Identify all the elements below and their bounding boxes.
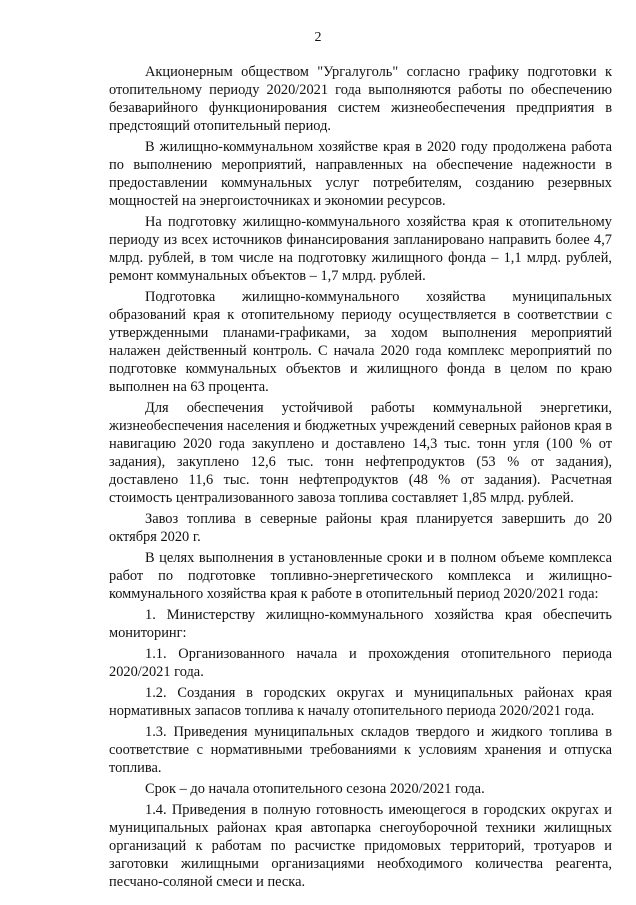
paragraph-fuel-delivery: Для обеспечения устойчивой работы коммунальной энергетики, жизнеобеспечения населения и бюджетных учреждений северных районов края в навигацию 2020 года закуплено и доставлено 14,3 тыс. тонн угля (100 % от задания), закуплено 12,6 тыс. тонн нефтепродуктов (53 % от задания), доставлено 11,6 тыс. тонн нефтепродуктов (48 % от задания). Расчетная стоимость централизованного завоза топлива составляет 1,85 млрд. рублей. (109, 400, 612, 506)
paragraph-item-1-4: 1.4. Приведения в полную готовность имеющегося в городских округах и муниципальных районах края автопарка снегоуборочной техники жилищных организаций к работам по расчистке придомовых территорий, тротуаров и заготовки жилищными организациями необходимого количества реагента, песчано-соляной смеси и песка. (109, 802, 612, 890)
paragraph-municipal-preparation: Подготовка жилищно-коммунального хозяйства муниципальных образований края к отопительному периоду осуществляется в соответствии с утвержденными планами-графиками, за ходом выполнения мероприятий налажен действенный контроль. С начала 2020 года комплекс мероприятий по подготовке коммунальных объектов и жилищного фонда в целом по краю выполнен на 63 процента. (109, 289, 612, 395)
page-number: 2 (314, 30, 322, 45)
paragraph-item-1-2: 1.2. Создания в городских округах и муниципальных районах края нормативных запасов топлива к началу отопительного периода 2020/2021 года. (109, 685, 612, 719)
document-body (109, 63, 612, 894)
paragraph-housing-reliability: В жилищно-коммунальном хозяйстве края в 2020 году продолжена работа по выполнению мероприятий, направленных на обеспечение надежности в предоставлении коммунальных услуг потребителям, созданию резервных мощностей на энергоисточниках и экономии ресурсов. (109, 139, 612, 209)
paragraph-funding: На подготовку жилищно-коммунального хозяйства края к отопительному периоду из всех источников финансирования запланировано направить более 4,7 млрд. рублей, в том числе на подготовку жилищного фонда – 1,1 млрд. рублей, ремонт коммунальных объектов – 1,7 млрд. рублей. (109, 214, 612, 284)
paragraph-fuel-deadline: Завоз топлива в северные районы края планируется завершить до 20 октября 2020 г. (109, 511, 612, 545)
paragraph-urgalugol: Акционерным обществом "Ургалуголь" согласно графику подготовки к отопительному периоду 2020/2021 года выполняются работы по обеспечению безаварийного функционирования систем жизнеобеспечения предприятия в предстоящий отопительный период. (109, 64, 612, 134)
paragraph-item-1-1: 1.1. Организованного начала и прохождения отопительного периода 2020/2021 года. (109, 646, 612, 680)
paragraph-deadline: Срок – до начала отопительного сезона 2020/2021 года. (145, 781, 485, 797)
paragraph-objectives: В целях выполнения в установленные сроки и в полном объеме комплекса работ по подготовке топливно-энергетического комплекса и жилищно-коммунального хозяйства края к работе в отопительный период 2020/2021 года: (109, 550, 612, 602)
paragraph-item-1: 1. Министерству жилищно-коммунального хозяйства края обеспечить мониторинг: (109, 607, 612, 641)
paragraph-item-1-3: 1.3. Приведения муниципальных складов твердого и жидкого топлива в соответствие с нормативными требованиями к условиям хранения и отпуска топлива. (109, 724, 612, 776)
